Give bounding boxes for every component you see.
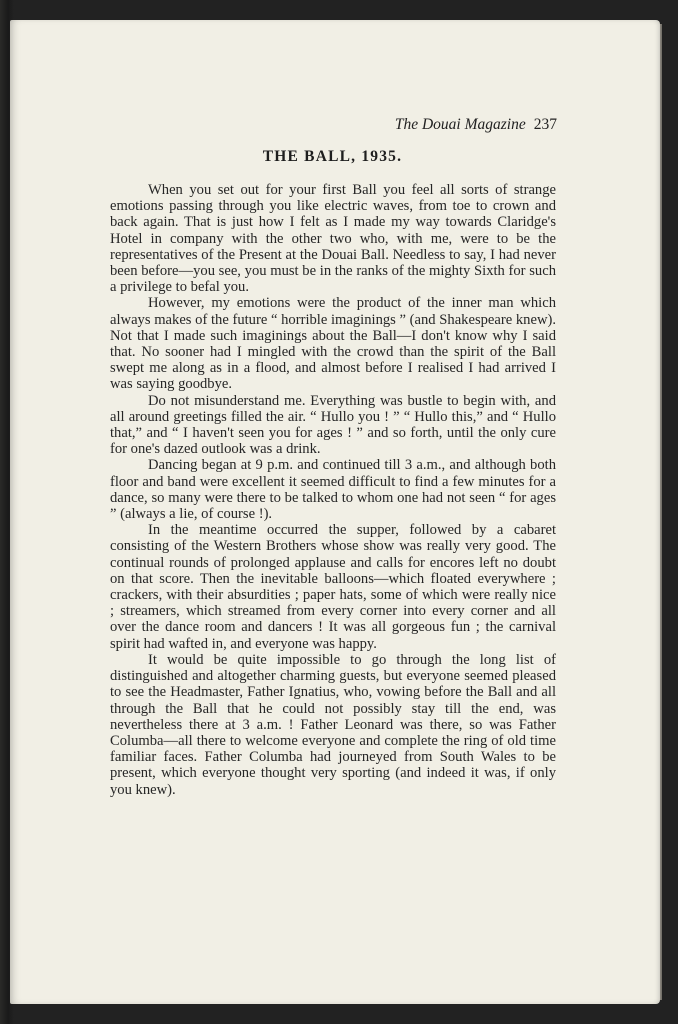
paragraph-5: In the meantime occurred the supper, followed by a cabaret consisting of the Western Brothers whose show was really very good. The continual rounds of prolonged applause and calls for encores left no doubt on that score. Then the inevitable balloons—which floated everywhere ; crackers, with their absurdities ; paper hats, some of which were really nice ; streamers, which streamed from every corner into every corner and all over the dance room and dancers ! It was all gorgeous fun ; the carnival spirit had wafted in, and everyone was happy. <box>110 522 556 652</box>
magazine-name: The Douai Magazine <box>394 116 526 133</box>
paragraph-3: Do not misunderstand me. Everything was bustle to begin with, and all around greetings filled the air. “ Hullo you ! ” “ Hullo this,” and “ Hullo that,” and “ I haven't seen you for ages ! ” and so forth, until the only cure for one's dazed outlook was a drink. <box>110 392 556 458</box>
paragraph-1: When you set out for your first Ball you feel all sorts of strange emotions passing through you like electric waves, from toe to crown and back again. That is just how I felt as I made my way towards Claridge's Hotel in company with the other two who, with me, were to be the representatives of the Present at the Douai Ball. Needless to say, I had never been before—you see, you must be in the ranks of the mighty Sixth for such a privilege to befal you. <box>110 182 556 296</box>
article-body <box>110 182 556 798</box>
paragraph-6: It would be quite impossible to go through the long list of distinguished and altogether charming guests, but everyone seemed pleased to see the Headmaster, Father Ignatius, who, vowing before the Ball and all through the Ball that he could not possibly stay till the end, was nevertheless there at 3 a.m. ! Father Leonard was there, so was Father Columba—all there to welcome everyone and complete the ring of old time familiar faces. Father Columba had journeyed from South Wales to be present, which everyone thought very sporting (and indeed it was, if only you knew). <box>110 651 556 798</box>
running-head <box>300 116 557 134</box>
paragraph-4: Dancing began at 9 p.m. and continued till 3 a.m., and although both floor and band were excellent it seemed difficult to find a few minutes for a dance, so many were there to be talked to whom one had not seen “ for ages ” (always a lie, of course !). <box>110 457 556 523</box>
article-title: THE BALL, 1935. <box>262 148 403 165</box>
page-number: 237 <box>533 116 557 133</box>
paragraph-2: However, my emotions were the product of the inner man which always makes of the future “ horrible imaginings ” (and Shakespeare knew). Not that I made such imaginings about the Ball—I don't know why I said that. No sooner had I mingled with the crowd than the spirit of the Ball swept me along as in a flood, and almost before I realised I had arrived I was saying goodbye. <box>110 295 556 393</box>
